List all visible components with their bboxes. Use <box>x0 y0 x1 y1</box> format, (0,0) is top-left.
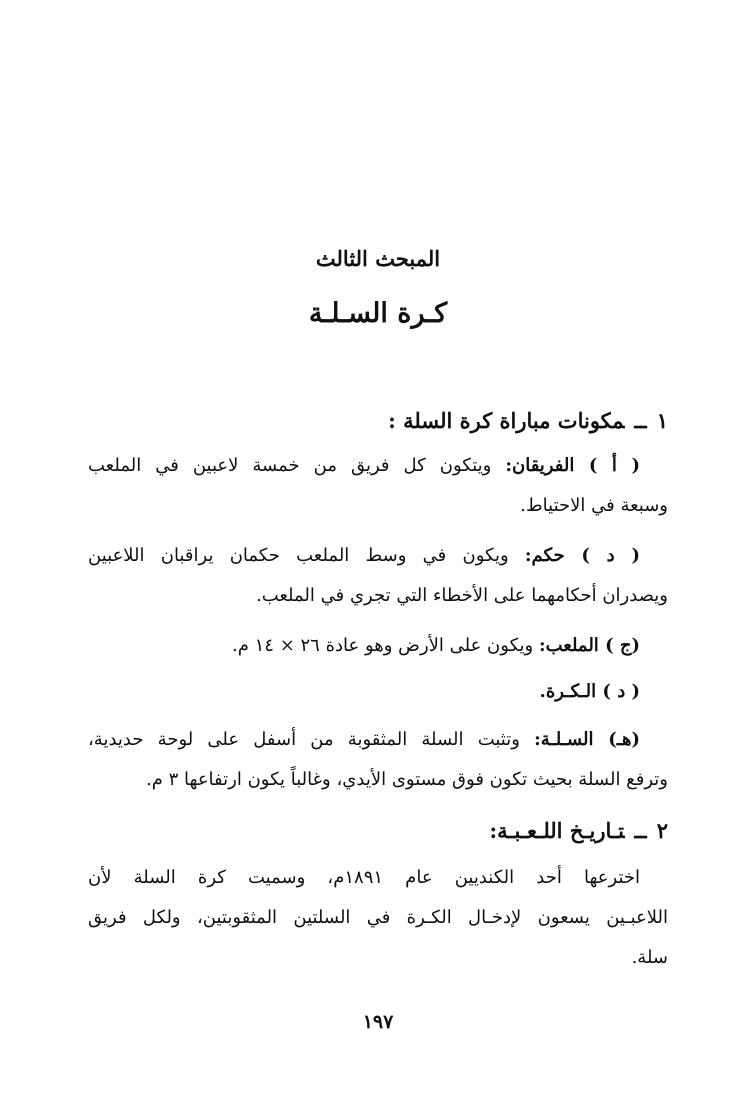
item-basket-line-1 <box>88 720 668 760</box>
item-teams-label: ( أ ) الفريقان: <box>505 455 640 476</box>
item-ball-line-1 <box>88 672 668 712</box>
item-teams-line-1 <box>88 446 668 486</box>
page-title: كـرة السـلـة <box>308 298 448 329</box>
section-2-paragraph <box>88 858 668 978</box>
section-1-dash: ــ <box>634 408 647 433</box>
item-referee-label: ( د ) حكم: <box>524 545 640 566</box>
section-2-dash: ــ <box>634 818 647 843</box>
item-court-text-1: ويكون على الأرض وهو عادة ٢٦ × ١٤ م. <box>232 635 534 656</box>
item-court <box>88 626 668 666</box>
item-teams-text-1: ويتكون كل فريق من خمسة لاعبين في الملعب <box>88 455 492 476</box>
item-referee-text-1: ويكون في وسط الملعب حكمان يراقبان اللاعبين <box>88 545 509 566</box>
section-label: المبحث الثالث <box>315 246 441 271</box>
item-basket-text-1: وتثبت السلة المثقوبة من أسفل على لوحة حديدية، <box>88 729 520 750</box>
item-court-line-1 <box>88 626 668 666</box>
item-teams-line-2: وسبعة في الاحتياط. <box>520 495 668 516</box>
section-2-heading <box>489 818 668 843</box>
item-basket-label: (هـ) السـلـة: <box>534 729 640 750</box>
section-2-line-1: اخترعها أحد الكنديين عام ١٨٩١م، وسميت كرة السلة لأن <box>88 867 641 888</box>
section-2-number: ٢ <box>656 818 668 843</box>
item-referee-line-1 <box>88 536 668 576</box>
item-referee-line-2: ويصدران أحكامهما على الأخطاء التي تجري في الملعب. <box>255 585 668 606</box>
section-1-number: ١ <box>656 408 668 433</box>
page-number: ١٩٧ <box>362 1011 394 1033</box>
item-referee <box>88 536 668 616</box>
section-2-line-3: سلة. <box>631 947 668 968</box>
section-1-heading <box>388 408 668 433</box>
section-1-title: مكونات مباراة كرة السلة : <box>388 408 625 433</box>
item-court-label: (ج ) الملعب: <box>538 635 640 656</box>
item-basket-line-2: وترفع السلة بحيث تكون فوق مستوى الأيدي، وغالباً يكون ارتفاعها ٣ م. <box>146 769 668 790</box>
item-teams <box>88 446 668 526</box>
item-ball-label: ( د ) الـكـرة. <box>539 681 640 702</box>
item-basket <box>88 720 668 800</box>
section-2-line-2: اللاعبـين يسعون لإدخـال الكـرة في السلتين المثقوبتين، ولكل فريق <box>88 907 668 928</box>
section-2-title: تـاريـخ اللـعـبـة: <box>489 818 625 843</box>
item-ball <box>88 672 668 712</box>
document-page <box>88 0 668 1099</box>
